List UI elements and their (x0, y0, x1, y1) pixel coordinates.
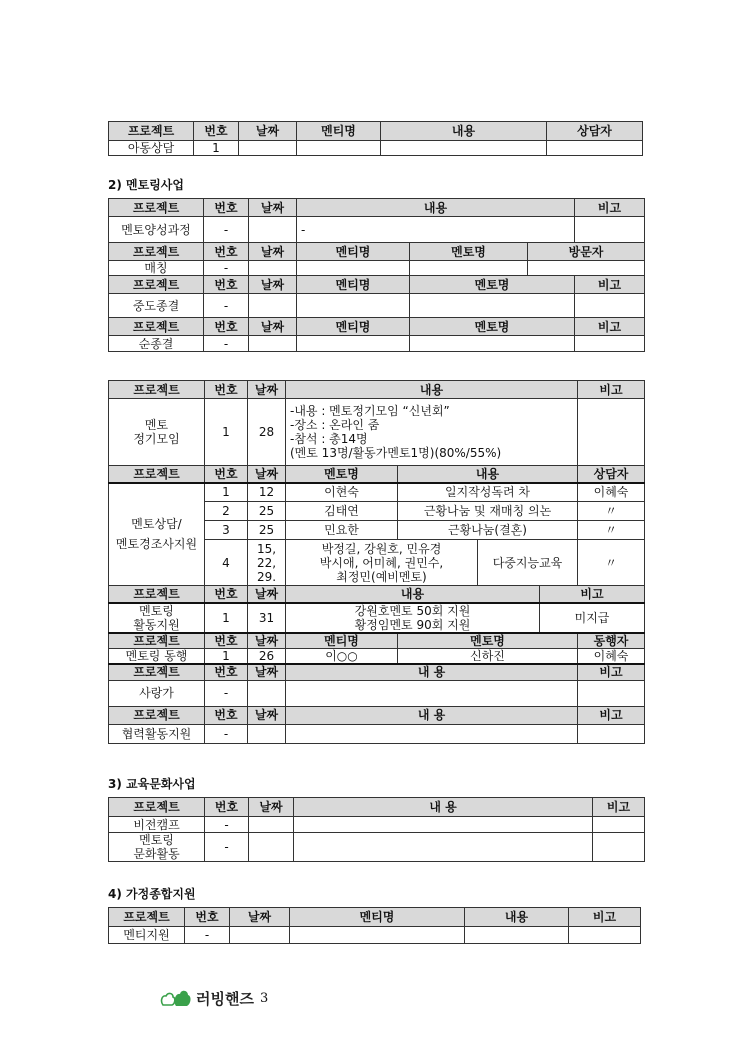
cell (410, 336, 575, 352)
footer (160, 987, 268, 1009)
header-cell: 프로젝트 (109, 381, 205, 399)
cell: 12 (248, 483, 286, 502)
cell (528, 261, 645, 276)
header-cell: 날짜 (248, 706, 286, 724)
cell (294, 817, 593, 833)
header-cell: 프로젝트 (109, 122, 194, 141)
header-cell: 비고 (578, 706, 645, 724)
cell (575, 336, 645, 352)
cell (297, 141, 381, 156)
cell: 미지급 (540, 603, 645, 633)
header-cell: 프로젝트 (109, 633, 205, 649)
cell: 3 (205, 521, 248, 540)
support-content (286, 603, 540, 633)
cell: 1 (194, 141, 239, 156)
header-cell: 비고 (575, 199, 645, 217)
header-cell: 프로젝트 (109, 466, 205, 483)
header-cell: 프로젝트 (109, 664, 205, 680)
cell: 〃 (578, 521, 645, 540)
header-cell: 비고 (578, 664, 645, 680)
cell (249, 833, 294, 862)
header-cell: 날짜 (249, 798, 294, 817)
header-cell: 날짜 (230, 908, 290, 927)
header-cell: 비고 (578, 381, 645, 399)
header-cell: 상담자 (547, 122, 643, 141)
cell: 김태연 (286, 502, 398, 521)
cell (249, 217, 297, 243)
meeting-content (286, 399, 578, 466)
cell: - (204, 217, 249, 243)
header-cell: 프로젝트 (109, 908, 185, 927)
cell: 일지작성독려 차 (398, 483, 578, 502)
cell: 이혜숙 (578, 649, 645, 665)
cell (578, 399, 645, 466)
header-cell: 날짜 (249, 318, 297, 336)
cell: 1 (205, 649, 248, 665)
text-line: 멘토경조사지원 (115, 537, 198, 552)
text-line: 황정임멘토 90회 지원 (354, 617, 471, 632)
header-cell: 멘토명 (410, 243, 528, 261)
cell: 28 (248, 399, 286, 466)
header-cell: 멘티명 (297, 243, 410, 261)
cell (290, 927, 465, 944)
text-line: 15, (256, 541, 277, 556)
header-cell: 프로젝트 (109, 706, 205, 724)
header-cell: 날짜 (239, 122, 297, 141)
cell (249, 294, 297, 318)
cell: 민요한 (286, 521, 398, 540)
header-cell: 번호 (205, 466, 248, 483)
header-cell: 상담자 (578, 466, 645, 483)
header-cell: 비고 (540, 586, 645, 603)
text-line: 최정민(예비멘토) (336, 569, 427, 584)
cell: - (204, 261, 249, 276)
culture-project (109, 833, 205, 862)
header-cell: 프로젝트 (109, 276, 204, 294)
cell: 이혜숙 (578, 483, 645, 502)
cell (410, 261, 528, 276)
text-line: 박시애, 어미혜, 권민수, (319, 555, 444, 570)
support-project (109, 603, 205, 633)
cell (294, 833, 593, 862)
header-cell: 내용 (465, 908, 569, 927)
header-cell: 멘티명 (297, 276, 410, 294)
cell: 멘토양성과정 (109, 217, 204, 243)
cell: 1 (205, 399, 248, 466)
cell (286, 724, 578, 743)
cell: 멘토링 동행 (109, 649, 205, 665)
header-cell: 비고 (575, 276, 645, 294)
cell (547, 141, 643, 156)
header-cell: 번호 (185, 908, 230, 927)
cell: 멘티지원 (109, 927, 185, 944)
cell (575, 294, 645, 318)
cell (249, 336, 297, 352)
cell: 4 (205, 540, 248, 586)
section-title-mentoring: 2) 멘토링사업 (108, 178, 184, 192)
cell: 〃 (578, 502, 645, 521)
cell: 중도종결 (109, 294, 204, 318)
header-cell: 번호 (204, 243, 249, 261)
text-line: 멘토링 (139, 833, 174, 847)
text-line: -장소 : 온라인 줌 (290, 418, 380, 432)
header-cell: 번호 (204, 199, 249, 217)
cell (578, 680, 645, 706)
cell (297, 261, 410, 276)
brand-name: 러빙핸즈 (196, 989, 254, 1008)
cell (248, 680, 286, 706)
cell: 순종결 (109, 336, 204, 352)
cell (286, 680, 578, 706)
cell (575, 217, 645, 243)
text-line: -참석 : 총14명 (290, 432, 368, 446)
header-cell: 멘토명 (286, 466, 398, 483)
text-line: 박정길, 강원호, 민유경 (321, 541, 442, 556)
cell: 근황나눔 및 재매칭 의논 (398, 502, 578, 521)
cell (593, 833, 645, 862)
cell: - (185, 927, 230, 944)
cell: 비전캠프 (109, 817, 205, 833)
cell: 이현숙 (286, 483, 398, 502)
section-title-family: 4) 가정종합지원 (108, 887, 196, 901)
header-cell: 프로젝트 (109, 199, 204, 217)
header-cell: 번호 (204, 276, 249, 294)
cell: 26 (248, 649, 286, 665)
header-cell: 날짜 (248, 633, 286, 649)
cell (297, 294, 410, 318)
header-cell: 날짜 (248, 586, 286, 603)
header-cell: 번호 (205, 664, 248, 680)
cell: 25 (248, 521, 286, 540)
header-cell: 멘토명 (410, 318, 575, 336)
cell (239, 141, 297, 156)
text-line: -내용 : 멘토정기모임 “신년회” (290, 404, 450, 418)
header-cell: 번호 (205, 633, 248, 649)
cell (248, 724, 286, 743)
header-cell: 날짜 (249, 276, 297, 294)
cell (230, 927, 290, 944)
header-cell: 번호 (205, 586, 248, 603)
counseling-table (108, 121, 643, 156)
meeting-project (109, 399, 205, 466)
text-line: 멘토 (144, 418, 169, 432)
header-cell: 프로젝트 (109, 586, 205, 603)
cell: 〃 (578, 540, 645, 586)
cell: - (205, 817, 249, 833)
header-cell: 내 용 (294, 798, 593, 817)
header-cell: 내 용 (286, 664, 578, 680)
cell (569, 927, 641, 944)
cell: 25 (248, 502, 286, 521)
cell (578, 724, 645, 743)
header-cell: 날짜 (249, 243, 297, 261)
education-table (108, 797, 645, 862)
family-support-table (108, 907, 641, 944)
header-cell: 내용 (297, 199, 575, 217)
cell: 이○○ (286, 649, 398, 665)
header-cell: 멘티명 (297, 318, 410, 336)
counsel-mentors (286, 540, 478, 586)
text-line: 문화활동 (133, 847, 180, 861)
cell: 1 (205, 483, 248, 502)
cell: 아동상담 (109, 141, 194, 156)
header-cell: 비고 (569, 908, 641, 927)
header-cell: 날짜 (248, 466, 286, 483)
header-cell: 프로젝트 (109, 318, 204, 336)
mentor-activity-table (108, 380, 645, 744)
header-cell: 멘토명 (398, 633, 578, 649)
header-cell: 번호 (194, 122, 239, 141)
header-cell: 비고 (593, 798, 645, 817)
cell (297, 336, 410, 352)
cell: - (204, 294, 249, 318)
cell (410, 294, 575, 318)
header-cell: 날짜 (249, 199, 297, 217)
header-cell: 방문자 (528, 243, 645, 261)
cell: 근황나눔(결혼) (398, 521, 578, 540)
header-cell: 내용 (286, 586, 540, 603)
cell: 협력활동지원 (109, 724, 205, 743)
header-cell: 번호 (205, 706, 248, 724)
header-cell: 내용 (398, 466, 578, 483)
counsel-dates (248, 540, 286, 586)
header-cell: 멘티명 (290, 908, 465, 927)
cell: - (205, 680, 248, 706)
header-cell: 내용 (381, 122, 547, 141)
header-cell: 멘토명 (410, 276, 575, 294)
cell (465, 927, 569, 944)
section-title-education: 3) 교육문화사업 (108, 777, 196, 791)
cell: - (205, 833, 249, 862)
cell: 1 (205, 603, 248, 633)
header-cell: 비고 (575, 318, 645, 336)
cell: 31 (248, 603, 286, 633)
header-cell: 동행자 (578, 633, 645, 649)
text-line: (멘토 13명/활동가멘토1명)(80%/55%) (290, 446, 502, 460)
text-line: 멘토링 (139, 603, 174, 618)
header-cell: 멘티명 (286, 633, 398, 649)
header-cell: 내 용 (286, 706, 578, 724)
mentoring-table (108, 198, 645, 352)
header-cell: 날짜 (248, 381, 286, 399)
header-cell: 번호 (205, 798, 249, 817)
cell: 신하진 (398, 649, 578, 665)
loving-hands-logo-icon (160, 987, 192, 1009)
counsel-project (109, 483, 205, 586)
header-cell: 멘티명 (297, 122, 381, 141)
text-line: 29. (256, 569, 277, 584)
text-line: 22, (256, 555, 277, 570)
header-cell: 번호 (204, 318, 249, 336)
header-cell: 날짜 (248, 664, 286, 680)
header-cell: 내용 (286, 381, 578, 399)
cell: 2 (205, 502, 248, 521)
text-line: 강원호멘토 50회 지원 (354, 603, 471, 618)
header-cell: 프로젝트 (109, 798, 205, 817)
text-line: 정기모임 (133, 432, 180, 446)
text-line: 멘토상담/ (131, 517, 182, 532)
cell: - (205, 724, 248, 743)
cell: - (204, 336, 249, 352)
cell (381, 141, 547, 156)
text-line: 활동지원 (133, 617, 180, 632)
page-number: 3 (259, 990, 269, 1006)
cell (249, 261, 297, 276)
header-cell: 프로젝트 (109, 243, 204, 261)
cell: - (297, 217, 575, 243)
cell: 사랑가 (109, 680, 205, 706)
cell: 매칭 (109, 261, 204, 276)
cell: 다중지능교육 (478, 540, 578, 586)
header-cell: 번호 (205, 381, 248, 399)
cell (249, 817, 294, 833)
cell (593, 817, 645, 833)
